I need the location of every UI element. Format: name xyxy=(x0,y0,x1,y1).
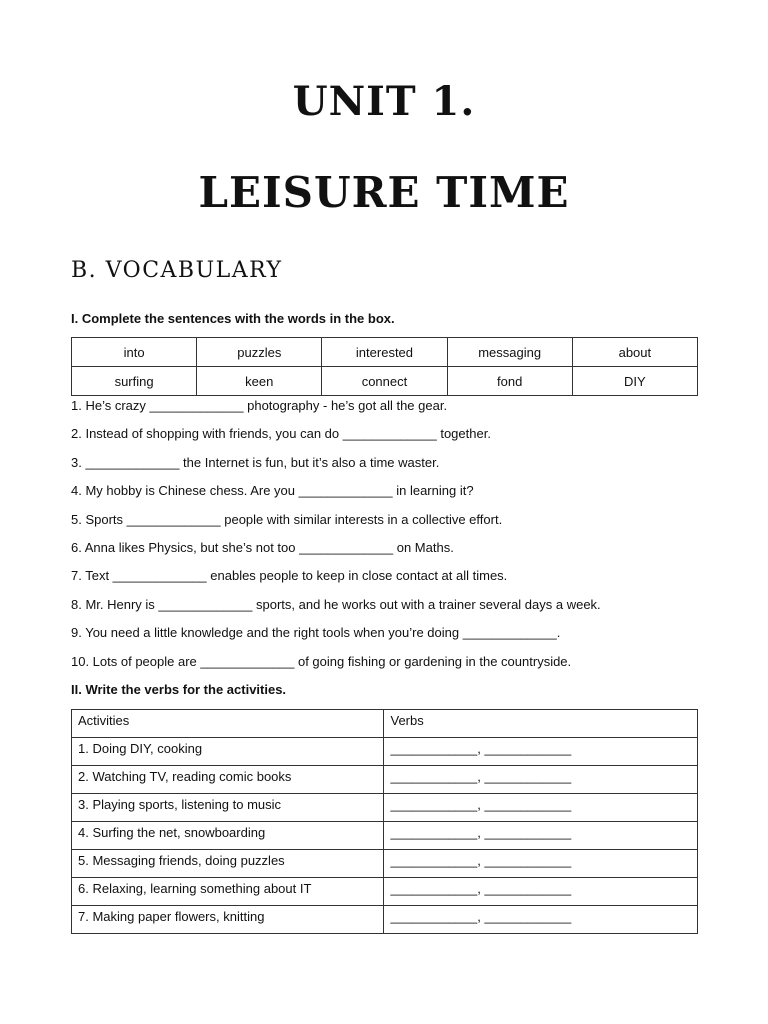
word-box-row xyxy=(72,367,698,396)
word-box-cell: about xyxy=(572,338,697,367)
word-box-cell: puzzles xyxy=(197,338,322,367)
verb-blank-cell: ____________, ____________ xyxy=(384,822,698,850)
sentence-item: 7. Text _____________ enables people to keep in close contact at all times. xyxy=(71,568,508,584)
unit-title: UNIT 1. xyxy=(292,78,476,125)
table-row xyxy=(72,822,698,850)
sentence-item: 8. Mr. Henry is _____________ sports, and he works out with a trainer several days a week. xyxy=(71,596,601,612)
verb-blank-cell: ____________, ____________ xyxy=(384,766,698,794)
verb-blank-cell: ____________, ____________ xyxy=(384,794,698,822)
sentence-item: 6. Anna likes Physics, but she’s not too _____________ on Maths. xyxy=(71,539,454,555)
word-box xyxy=(71,337,698,396)
word-box-cell: connect xyxy=(322,367,447,396)
table-row xyxy=(72,878,698,906)
verb-blank-cell: ____________, ____________ xyxy=(384,878,698,906)
word-box-cell: DIY xyxy=(572,367,697,396)
table-row xyxy=(72,766,698,794)
sentence-item: 9. You need a little knowledge and the right tools when you’re doing _____________. xyxy=(71,625,561,641)
activities-header: Activities xyxy=(72,710,384,738)
activity-cell: 7. Making paper flowers, knitting xyxy=(72,906,384,934)
verbs-header: Verbs xyxy=(384,710,698,738)
section-heading: B. VOCABULARY xyxy=(71,258,283,283)
verb-blank-cell: ____________, ____________ xyxy=(384,906,698,934)
sentence-item: 3. _____________ the Internet is fun, but it’s also a time waster. xyxy=(71,454,440,470)
table-row xyxy=(72,906,698,934)
activity-cell: 1. Doing DIY, cooking xyxy=(72,738,384,766)
exercise-2-instruction: II. Write the verbs for the activities. xyxy=(71,682,287,697)
sentence-item: 2. Instead of shopping with friends, you can do _____________ together. xyxy=(71,426,491,442)
unit-subtitle: LEISURE TIME xyxy=(198,168,570,217)
activity-cell: 6. Relaxing, learning something about IT xyxy=(72,878,384,906)
word-box-row xyxy=(72,338,698,367)
exercise-1-instruction: I. Complete the sentences with the words in the box. xyxy=(71,311,395,326)
word-box-cell: interested xyxy=(322,338,447,367)
verbs-table-header-row xyxy=(72,710,698,738)
verb-blank-cell: ____________, ____________ xyxy=(384,738,698,766)
activity-cell: 3. Playing sports, listening to music xyxy=(72,794,384,822)
sentence-item: 1. He’s crazy _____________ photography - he’s got all the gear. xyxy=(71,398,448,413)
word-box-cell: fond xyxy=(447,367,572,396)
table-row xyxy=(72,794,698,822)
word-box-cell: keen xyxy=(197,367,322,396)
table-row xyxy=(72,850,698,878)
sentence-item: 4. My hobby is Chinese chess. Are you _____________ in learning it? xyxy=(71,483,474,499)
verb-blank-cell: ____________, ____________ xyxy=(384,850,698,878)
activity-cell: 4. Surfing the net, snowboarding xyxy=(72,822,384,850)
word-box-cell: into xyxy=(72,338,197,367)
activity-cell: 5. Messaging friends, doing puzzles xyxy=(72,850,384,878)
verbs-table xyxy=(71,709,698,934)
word-box-cell: surfing xyxy=(72,367,197,396)
table-row xyxy=(72,738,698,766)
activity-cell: 2. Watching TV, reading comic books xyxy=(72,766,384,794)
word-box-cell: messaging xyxy=(447,338,572,367)
sentence-list xyxy=(71,396,711,680)
sentence-item: 10. Lots of people are _____________ of going fishing or gardening in the countryside. xyxy=(71,653,572,669)
sentence-item: 5. Sports _____________ people with similar interests in a collective effort. xyxy=(71,511,503,527)
